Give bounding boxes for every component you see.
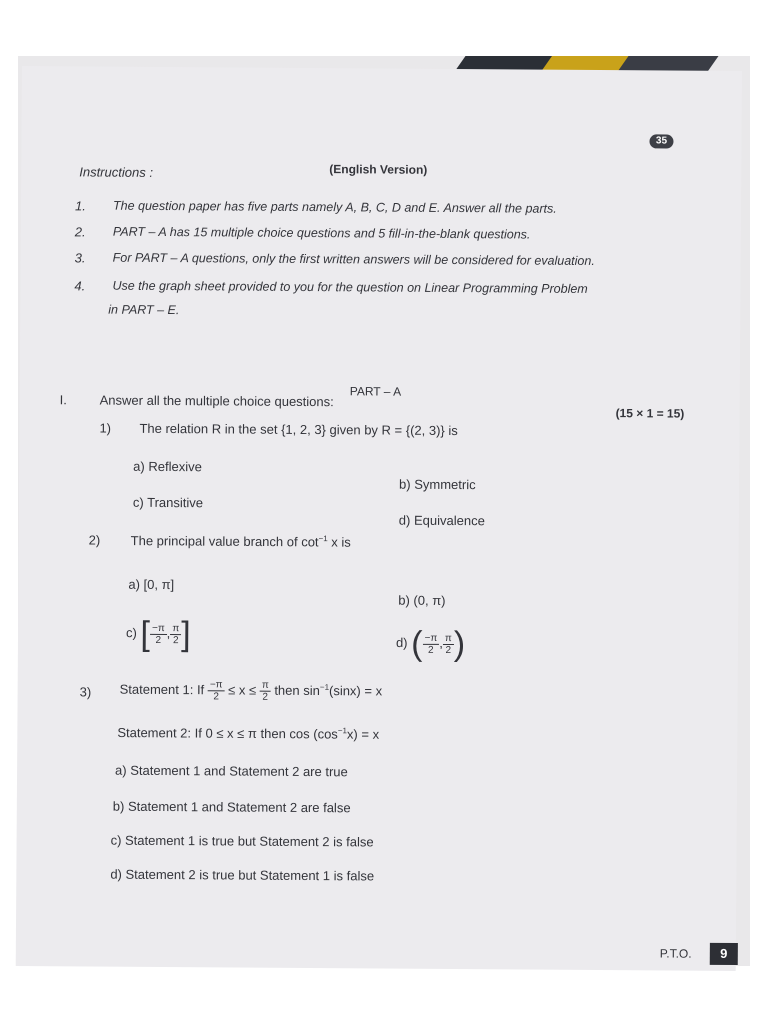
page-badge: 35 <box>649 134 673 148</box>
instruction-text: PART – A has 15 multiple choice questions and 5 fill-in-the-blank questions. <box>112 224 531 242</box>
fraction-pi-over-2: $\frac{\pi}{2}$ <box>260 680 271 703</box>
question-number: 1) <box>99 420 112 436</box>
option-d: d) Statement 2 is true but Statement 1 is false <box>110 866 375 884</box>
section-instruction: Answer all the multiple choice questions: <box>99 392 334 410</box>
instruction-text-continued: in PART – E. <box>108 302 180 318</box>
section-roman-numeral: I. <box>59 392 67 408</box>
option-d-label: d) <box>395 635 408 651</box>
option-c: c) [ $\frac{-\pi}{2}$ , $\frac{\pi}{2}$ ] <box>125 614 191 654</box>
left-paren: ( <box>411 624 423 663</box>
fraction-pi-over-2: $\frac{\pi}{2}$ <box>443 632 454 655</box>
option-d: d) ( $\frac{-\pi}{2}$ , $\frac{\pi}{2}$ ) <box>395 624 466 664</box>
question-text-suffix: x is <box>327 534 351 550</box>
part-heading: PART – A <box>349 384 402 399</box>
left-bracket: [ <box>140 614 151 653</box>
question-text <box>131 533 351 550</box>
option-a: a) Reflexive <box>133 458 202 475</box>
question-number: 2) <box>88 532 101 548</box>
option-c: c) Transitive <box>132 494 204 511</box>
fraction-neg-pi-over-2: $\frac{-\pi}{2}$ <box>422 632 439 655</box>
pto-label: P.T.O. <box>659 946 692 961</box>
instruction-number: 3. <box>74 250 86 266</box>
statement-2: Statement 2: If 0 ≤ x ≤ π then $\cos (\cos^{-1}x) = x$ <box>117 725 380 742</box>
version-label: (English Version) <box>329 162 428 177</box>
option-b: b) (0, π) <box>398 592 446 608</box>
option-a: a) Statement 1 and Statement 2 are true <box>115 762 348 780</box>
instruction-number: 2. <box>74 224 86 240</box>
question-number: 3) <box>79 684 92 700</box>
statement-1: Statement 1: If $\frac{-\pi}{2}$ ≤ x ≤ $\frac{\pi}{2}$ then $\sin^{-1}(\sin x) = x$ <box>119 679 383 703</box>
inverse-superscript: −1 <box>318 534 328 544</box>
fraction-pi-over-2: $\frac{\pi}{2}$ <box>170 623 181 646</box>
question-text-prefix: The principal value branch of cot <box>130 533 319 550</box>
option-c: c) Statement 1 is true but Statement 2 is false <box>110 832 374 850</box>
instruction-number: 4. <box>74 278 86 294</box>
instruction-text: For PART – A questions, only the first written answers will be considered for evaluation. <box>112 250 595 269</box>
right-bracket: ] <box>181 615 191 654</box>
option-b: b) Symmetric <box>399 476 476 493</box>
page-number: 9 <box>710 943 738 965</box>
instruction-text: The question paper has five parts namely A, B, C, D and E. Answer all the parts. <box>112 198 557 216</box>
section-marks: (15 × 1 = 15) <box>615 406 685 421</box>
instruction-number: 1. <box>74 198 86 214</box>
option-b: b) Statement 1 and Statement 2 are false <box>112 798 351 816</box>
option-d: d) Equivalence <box>398 512 485 529</box>
option-a: a) [0, π] <box>128 576 175 593</box>
fraction-neg-pi-over-2: $\frac{-\pi}{2}$ <box>208 679 225 702</box>
right-paren: ) <box>453 625 466 664</box>
instructions-label: Instructions : <box>79 164 154 180</box>
fraction-neg-pi-over-2: $\frac{-\pi}{2}$ <box>150 622 167 645</box>
instruction-text: Use the graph sheet provided to you for the question on Linear Programming Problem <box>112 278 588 296</box>
option-c-label: c) <box>125 625 137 641</box>
exam-paper-page <box>16 66 742 971</box>
question-text: The relation R in the set {1, 2, 3} given by R = {(2, 3)} is <box>139 420 458 439</box>
